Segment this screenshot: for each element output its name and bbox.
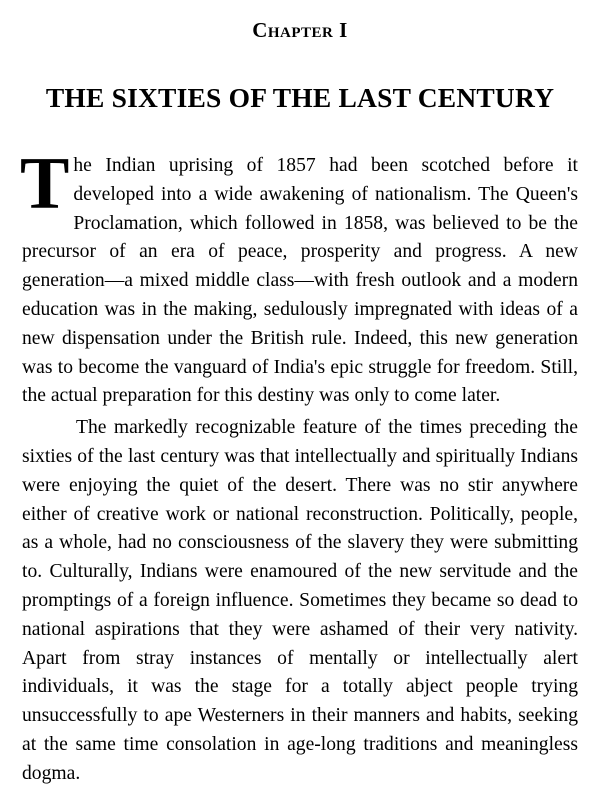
chapter-body (20, 143, 578, 789)
book-page (22, 0, 578, 786)
chapter-label: Chapter I (252, 18, 348, 42)
paragraph-1 (20, 143, 578, 411)
drop-cap: T (20, 143, 70, 225)
paragraph-1-text: he Indian uprising of 1857 had been scotched before it developed into a wide awakening of nationalism. The Queen's Proclamation, which followed in 1858, was believed to be the precursor of an era of peace, prosperity and progress. A new generation—a mixed middle class—with fresh outlook and a modern education was in the making, sedulously impregnated with ideas of a new dispensation under the British rule. Indeed, this new generation was to become the vanguard of India's epic struggle for freedom. Still, the actual preparation for this destiny was only to come later. (22, 155, 578, 407)
chapter-title: THE SIXTIES OF THE LAST CENTURY (45, 82, 555, 113)
paragraph-2: The markedly recognizable feature of the times preceding the sixties of the last century was that intellectually and spiritually Indians were enjoying the quiet of the desert. There was no stir anywhere either of creative work or national reconstruction. Politically, people, as a whole, had no consciousness of the slavery they were submitting to. Culturally, Indians were enamoured of the new servitude and the promptings of a foreign influence. Sometimes they became so dead to national aspirations that they were ashamed of their very nativity. Apart from stray instances of mentally or intellectually alert individuals, it was the stage for a totally abject people trying unsuccessfully to ape Westerners in their manners and habits, seeking at the same time consolation in age-long traditions and meaningless dogma. (22, 417, 578, 784)
